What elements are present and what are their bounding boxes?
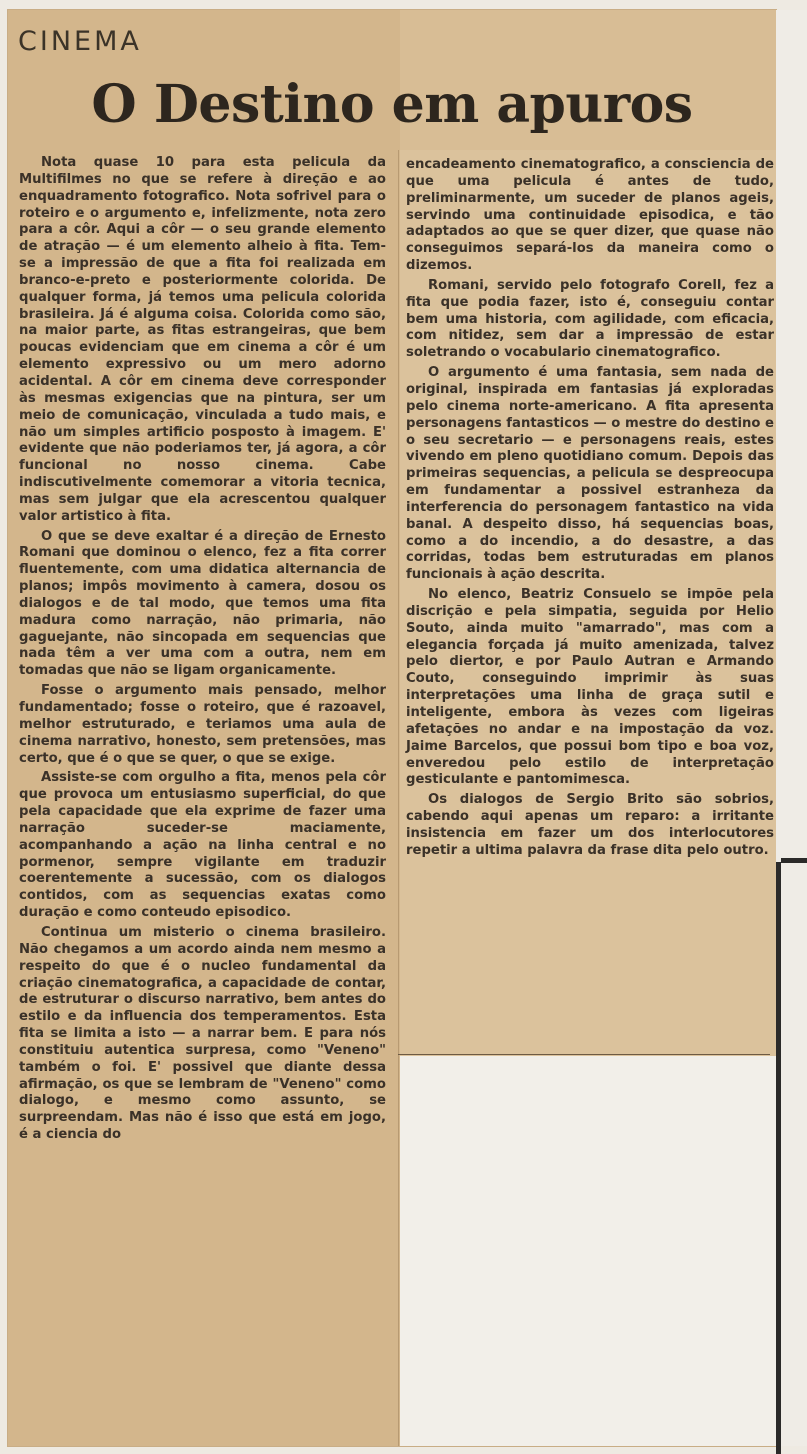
page-edge-rule bbox=[776, 862, 781, 1454]
blank-paper-area bbox=[400, 1056, 777, 1446]
paragraph: O argumento é uma fantasia, sem nada de original, inspirada em fantasias já exploradas pelo cinema norte-americano. A fita apresenta personagens fantasticos — o mestre do destino e o seu secretario — e personagens reais, estes vivendo em pleno quotidiano comum. Depois das primeiras sequencias, a pelicula se despreocupa em fundamentar a possivel estranheza da interferencia do personagem fantastico na vida banal. A despeito disso, há sequencias boas, como a do incendio, a do desastre, a das corridas, todas bem estruturadas em planos funcionais à ação descrita. bbox=[406, 365, 774, 583]
paragraph: O que se deve exaltar é a direção de Ernesto Romani que dominou o elenco, fez a fita correr fluentemente, com uma didatica alternancia de planos; impôs movimento à camera, dosou os dialogos e de tal modo, que temos uma fita madura como narração, não primaria, não gaguejante, não sincopada em sequencias que nada têm a ver uma com a outra, nem em tomadas que não se ligam organicamente. bbox=[19, 528, 386, 679]
section-label: CINEMA bbox=[18, 26, 142, 57]
paragraph: No elenco, Beatriz Consuelo se impõe pela discrição e pela simpatia, seguida por Helio Souto, ainda muito "amarrado", mas com a elegancia forçada já muito amenizada, talvez pelo diertor, e por Paulo Autran e Armando Couto, conseguindo imprimir às suas interpretações uma linha de graça sutil e inteligente, embora às vezes com ligeiras afetações no andar e na impostação da voz. Jaime Barcelos, que possui bom tipo e boa voz, enveredou pelo estilo de interpretação gesticulante e pantomimesca. bbox=[406, 587, 774, 788]
paragraph: Fosse o argumento mais pensado, melhor fundamentado; fosse o roteiro, que é razoavel, melhor estruturado, e teriamos uma aula de cinema narrativo, honesto, sem pretensões, mas certo, que é o que se quer, o que se exige. bbox=[19, 683, 386, 766]
article-end-rule bbox=[398, 1054, 770, 1055]
paragraph: Os dialogos de Sergio Brito são sobrios, cabendo aqui apenas um reparo: a irritante insistencia em fazer um dos interlocutores repetir a ultima palavra da frase dita pelo outro. bbox=[406, 792, 774, 858]
paragraph: Continua um misterio o cinema brasileiro. Não chegamos a um acordo ainda nem mesmo a respeito do que é o nucleo fundamental da criação cinematografica, a capacidade de contar, de estruturar o discurso narrativo, bem antes do estilo e da influencia dos temperamentos. Esta fita se limita a isto — a narrar bem. E para nós constituiu autentica surpresa, como "Veneno" também o foi. E' possivel que diante dessa afirmação, os que se lembram de "Veneno" como dialogo, e mesmo como assunto, se surpreendam. Mas não é isso que está em jogo, é a ciencia do bbox=[19, 924, 386, 1143]
article-headline: O Destino em apuros bbox=[91, 74, 693, 135]
paragraph: Assiste-se com orgulho a fita, menos pela côr que provoca um entusiasmo superficial, do que pela capacidade que ela exprime de fazer uma narração suceder-se maciamente, acompanhando a ação na linha central e no pormenor, sempre vigilante em traduzir coerentemente a sucessão, com os dialogos contidos, com as sequencias exatas como duração e como conteudo episodico. bbox=[19, 770, 386, 921]
article-column-right bbox=[406, 157, 774, 863]
paragraph: Romani, servido pelo fotografo Corell, fez a fita que podia fazer, isto é, conseguiu contar bem uma historia, com agilidade, com eficacia, com nitidez, sem dar a impressão de estar soletrando o vocabulario cinematografico. bbox=[406, 277, 774, 361]
paragraph: Nota quase 10 para esta pelicula da Multifilmes no que se refere à direção e ao enquadramento fotografico. Nota sofrivel para o roteiro e o argumento e, infelizmente, nota zero para a côr. Aqui a côr — o seu grande elemento de atração — é um elemento alheio à fita. Tem-se a impressão de que a fita foi realizada em branco-e-preto e posteriormente colorida. De qualquer forma, já temos uma pelicula colorida brasileira. Já é alguma coisa. Colorida como são, na maior parte, as fitas estrangeiras, que bem poucas evidenciam que em cinema a côr é um elemento expressivo ou um mero adorno acidental. A côr em cinema deve corresponder às mesmas exigencias que na pintura, ser um meio de comunicação, vinculada a tudo mais, e não um simples artificio posposto à imagem. E' evidente que não poderiamos ter, já agora, a côr funcional no nosso cinema. Cabe indiscutivelmente comemorar a vitoria tecnica, mas sem julgar que ela acrescentou qualquer valor artistico à fita. bbox=[19, 155, 386, 524]
page-edge-cap bbox=[781, 858, 807, 863]
article-column-left bbox=[19, 155, 386, 1147]
column-divider bbox=[398, 150, 399, 1446]
paragraph: encadeamento cinematografico, a consciencia de que uma pelicula é antes de tudo, preliminarmente, um suceder de planos ageis, servindo uma continuidade episodica, e tão adaptados ao que se quer dizer, que quase não conseguimos separá-los da maneira como o dizemos. bbox=[406, 157, 774, 274]
